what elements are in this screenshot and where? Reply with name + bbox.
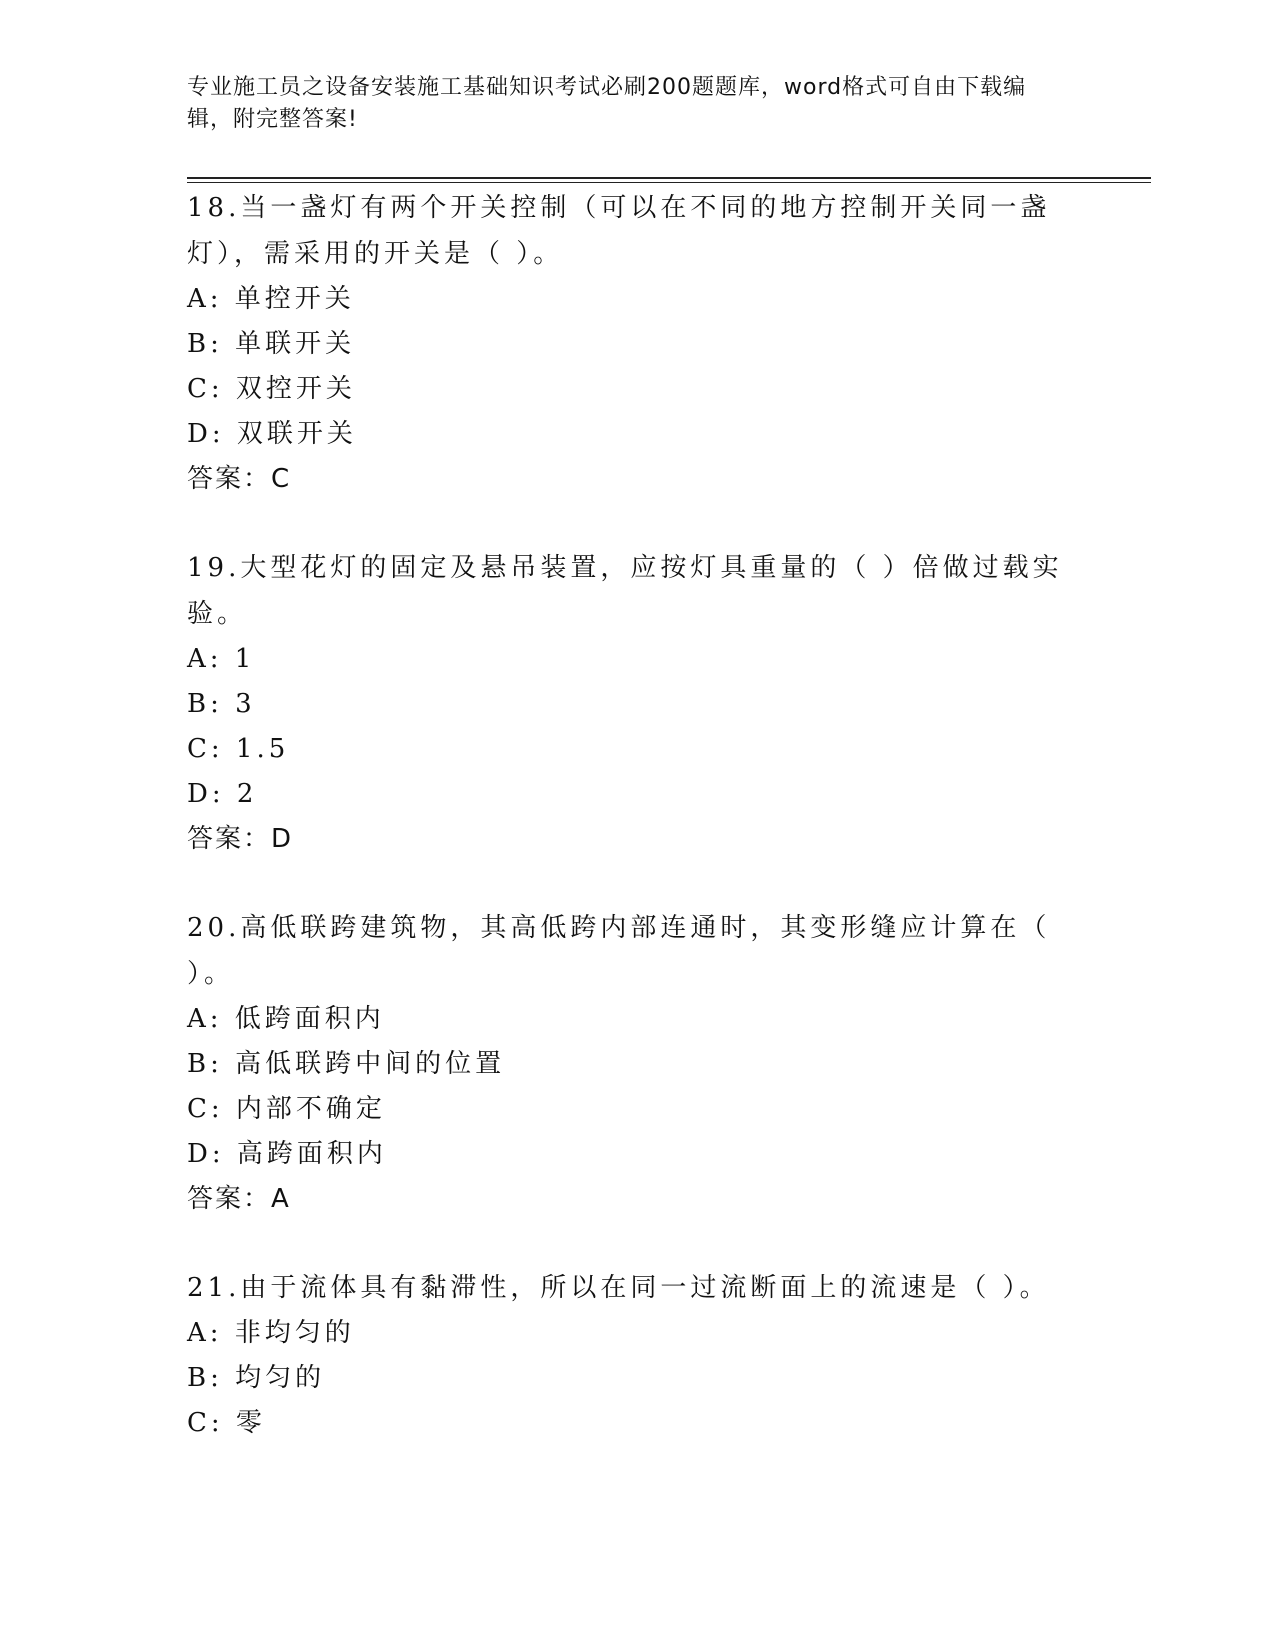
option-a: A: 单控开关 [187, 284, 355, 314]
option-c: C: 1.5 [187, 734, 290, 764]
option-a: A: 1 [187, 644, 256, 674]
question-21 [187, 1265, 1067, 1446]
option-b: B: 3 [187, 689, 256, 719]
question-19 [187, 545, 1067, 862]
answer: 答案：C [187, 464, 292, 494]
option-d: D: 2 [187, 779, 258, 809]
option-c: C: 零 [187, 1408, 266, 1438]
option-a: A: 低跨面积内 [187, 1004, 385, 1034]
option-d: D: 双联开关 [187, 419, 357, 449]
question-20 [187, 905, 1067, 1222]
question-stem: 19.大型花灯的固定及悬吊装置，应按灯具重量的（ ）倍做过载实验。 [187, 553, 1063, 629]
question-18 [187, 185, 1067, 502]
option-b: B: 单联开关 [187, 329, 356, 359]
option-d: D: 高跨面积内 [187, 1139, 387, 1169]
option-b: B: 均匀的 [187, 1363, 326, 1393]
answer: 答案：A [187, 1184, 291, 1214]
document-header: 专业施工员之设备安装施工基础知识考试必刷200题题库，word格式可自由下载编辑，附完整答案! [187, 75, 1027, 132]
answer: 答案：D [187, 824, 294, 854]
question-stem: 18.当一盏灯有两个开关控制（可以在不同的地方控制开关同一盏灯），需采用的开关是（ ）。 [187, 193, 1051, 269]
header-divider-thin [187, 182, 1151, 183]
header-divider-thick [187, 177, 1151, 179]
option-a: A: 非均匀的 [187, 1318, 355, 1348]
option-c: C: 双控开关 [187, 374, 356, 404]
option-c: C: 内部不确定 [187, 1094, 386, 1124]
option-b: B: 高低联跨中间的位置 [187, 1049, 506, 1079]
question-stem: 21.由于流体具有黏滞性，所以在同一过流断面上的流速是（ ）。 [187, 1273, 1050, 1303]
question-stem: 20.高低联跨建筑物，其高低跨内部连通时，其变形缝应计算在（ ）。 [187, 913, 1051, 989]
